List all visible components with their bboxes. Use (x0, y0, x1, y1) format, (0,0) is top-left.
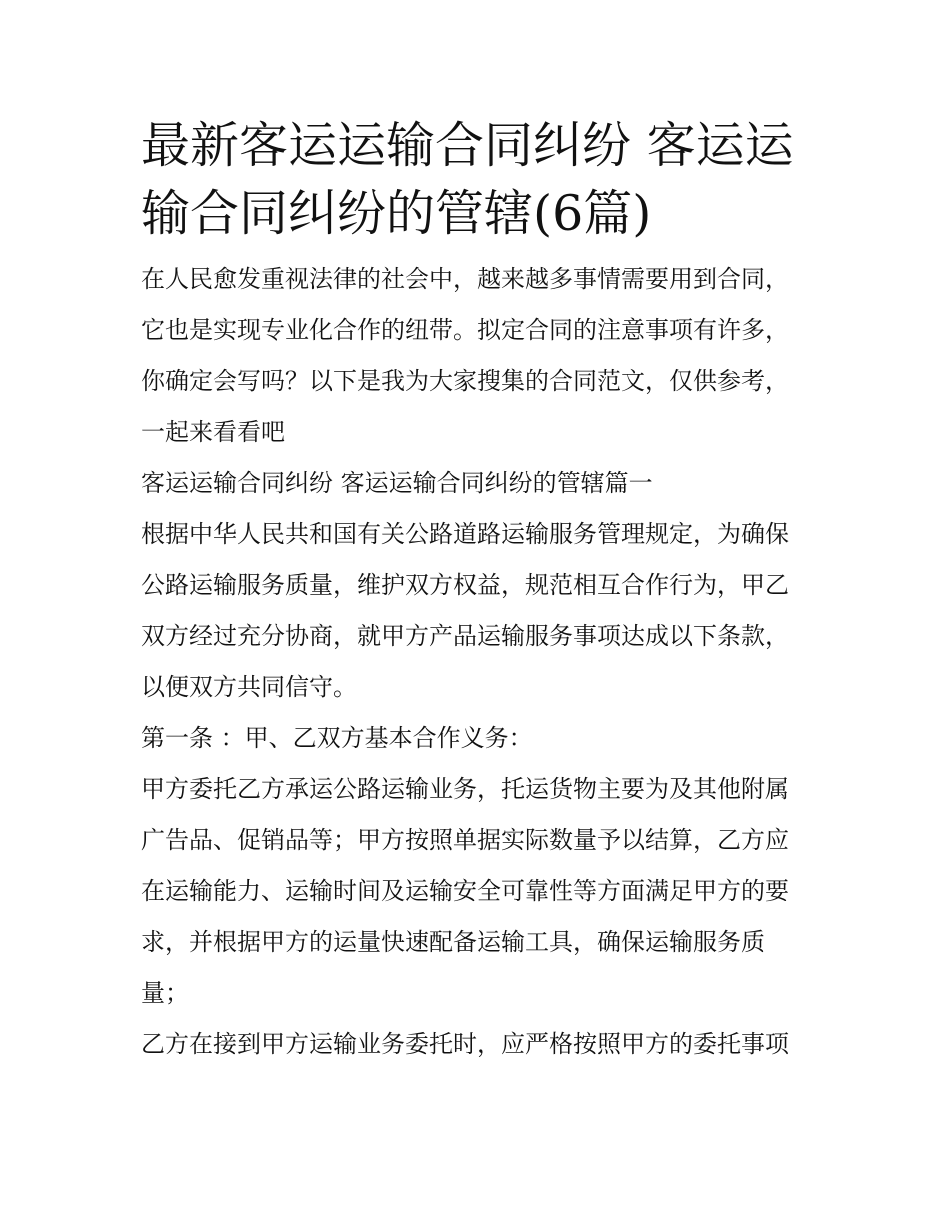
text-line: 广告品、促销品等；甲方按照单据实际数量予以结算，乙方应 (141, 826, 789, 854)
article-heading (141, 713, 821, 764)
text-line: 以便双方共同信守。 (141, 673, 357, 701)
title-line: 最新客运运输合同纠纷 客运运 (141, 117, 794, 174)
text-line: 甲方委托乙方承运公路运输业务，托运货物主要为及其他附属 (141, 775, 789, 803)
text-line: 根据中华人民共和国有关公路道路运输服务管理规定，为确保 (141, 520, 789, 548)
section-heading (141, 458, 821, 509)
text-line: 你确定会写吗？以下是我为大家搜集的合同范文，仅供参考， (141, 367, 789, 395)
text-line: 量； (141, 979, 189, 1007)
text-line: 双方经过充分协商，就甲方产品运输服务事项达成以下条款， (141, 622, 789, 650)
text-line: 一起来看看吧 (141, 418, 285, 446)
text-line: 在运输能力、运输时间及运输安全可靠性等方面满足甲方的要 (141, 877, 789, 905)
document-title (141, 112, 821, 248)
body-paragraph (141, 1019, 821, 1070)
text-line: 乙方在接到甲方运输业务委托时，应严格按照甲方的委托事项 (141, 1030, 789, 1058)
text-line: 客运运输合同纠纷 客运运输合同纠纷的管辖篇一 (141, 469, 653, 497)
text-line: 第一条 ：甲、乙双方基本合作义务： (141, 724, 533, 752)
body-paragraph (141, 509, 821, 713)
title-line: 输合同纠纷的管辖(6篇) (141, 185, 652, 242)
text-line: 它也是实现专业化合作的纽带。拟定合同的注意事项有许多， (141, 316, 789, 344)
text-line: 求，并根据甲方的运量快速配备运输工具，确保运输服务质 (141, 928, 765, 956)
text-line: 公路运输服务质量，维护双方权益，规范相互合作行为，甲乙 (141, 571, 789, 599)
document-body (141, 112, 821, 1070)
text-line: 在人民愈发重视法律的社会中，越来越多事情需要用到合同， (141, 265, 789, 293)
body-paragraph (141, 764, 821, 1019)
intro-paragraph (141, 254, 821, 458)
